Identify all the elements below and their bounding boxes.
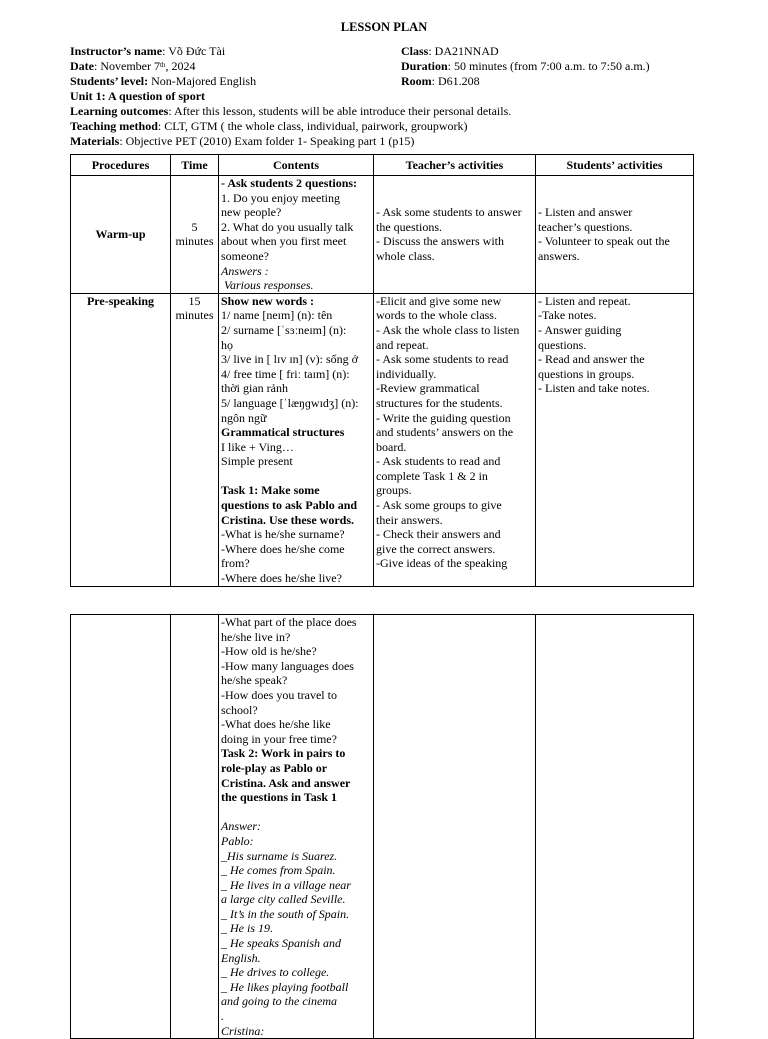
cell-line: I like + Ving…: [221, 439, 294, 454]
cell-line: Various responses.: [221, 278, 314, 293]
table-header-row: [71, 155, 694, 176]
unit-title: Unit 1: A question of sport: [70, 89, 206, 103]
date-suffix: th: [159, 61, 166, 69]
cell-line: answers.: [538, 248, 580, 263]
warmup-time-value: 5: [191, 219, 198, 234]
duration-value: : 50 minutes (from 7:00 a.m. to 7:50 a.m.): [447, 59, 650, 73]
cell-line: - Ask some students to answer: [376, 205, 522, 220]
instructor-value: : Võ Đức Tài: [162, 44, 226, 58]
cell-line: Task 1: Make some: [221, 483, 320, 498]
cell-line: whole class.: [376, 248, 435, 263]
room-value: : D61.208: [431, 74, 480, 88]
instructor-label: Instructor’s name: [70, 44, 163, 58]
instructor-line: [70, 44, 225, 59]
cell-line: the questions.: [376, 219, 442, 234]
cell-line: and repeat.: [376, 337, 429, 352]
cell-line: [221, 805, 371, 820]
prespeaking-students-activities: [536, 293, 694, 586]
method-label: Teaching method: [70, 119, 158, 133]
warmup-procedure: Warm-up: [71, 176, 171, 294]
materials-line: [70, 134, 414, 149]
materials-label: Materials: [70, 134, 120, 148]
cell-line: - Listen and answer: [538, 205, 633, 220]
class-line: [401, 44, 499, 59]
room-line: [401, 74, 480, 89]
cell-line: -Where does he/she come: [221, 541, 345, 556]
cell-line: the questions in Task 1: [221, 790, 338, 805]
cell-line: - Listen and repeat.: [538, 293, 631, 308]
warmup-students-activities: [536, 176, 694, 294]
cell-line: 3/ live in [ lɪv ɪn] (v): sống ở: [221, 352, 358, 367]
room-label: Room: [401, 74, 432, 88]
cell-line: .: [221, 1009, 224, 1024]
cell-line: - Ask the whole class to listen: [376, 322, 520, 337]
cell-line: -What does he/she like: [221, 717, 331, 732]
cell-line: -What is he/she surname?: [221, 527, 345, 542]
level-line: [70, 74, 256, 89]
cell-line: Cristina:: [221, 1023, 265, 1038]
warmup-time: [171, 176, 219, 294]
cell-line: - Ask some groups to give: [376, 498, 502, 513]
cell-line: Answer:: [221, 819, 261, 834]
continued-procedure: [71, 615, 171, 1039]
cell-line: - Discuss the answers with: [376, 234, 504, 249]
class-value: : DA21NNAD: [428, 44, 499, 58]
cell-line: words to the whole class.: [376, 308, 497, 323]
continued-contents: [219, 615, 374, 1039]
continued-time: [171, 615, 219, 1039]
cell-line: teacher’s questions.: [538, 219, 633, 234]
method-value: : CLT, GTM ( the whole class, individual, pairwork, groupwork): [157, 119, 468, 133]
header-procedures: Procedures: [71, 155, 171, 176]
cell-line: họ: [221, 337, 233, 352]
warmup-teacher-activities: [374, 176, 536, 294]
duration-line: [401, 59, 650, 74]
cell-line: complete Task 1 & 2 in: [376, 468, 488, 483]
cell-line: Grammatical structures: [221, 425, 345, 440]
warmup-time-unit: minutes: [175, 234, 214, 249]
continued-teacher-activities: [374, 615, 536, 1039]
cell-line: Task 2: Work in pairs to: [221, 746, 346, 761]
cell-line: and students’ answers on the: [376, 425, 514, 440]
level-label: Students’ level:: [70, 74, 149, 88]
prespeaking-teacher-activities: [374, 293, 536, 586]
cell-line: and going to the cinema: [221, 994, 337, 1009]
cell-line: _ He is 19.: [221, 921, 273, 936]
cell-line: from?: [221, 556, 250, 571]
cell-line: - Answer guiding: [538, 322, 622, 337]
cell-line: Cristina. Ask and answer: [221, 775, 351, 790]
cell-line: thời gian rảnh: [221, 381, 288, 396]
cell-line: - Ask students to read and: [376, 454, 501, 469]
cell-line: Simple present: [221, 454, 293, 469]
outcomes-value: : After this lesson, students will be able introduce their personal details.: [168, 104, 512, 118]
cell-line: [221, 469, 371, 484]
cell-line: doing in your free time?: [221, 731, 337, 746]
cell-line: give the correct answers.: [376, 541, 496, 556]
lesson-table-continued: [70, 614, 694, 1039]
cell-line: questions.: [538, 337, 587, 352]
cell-line: - Volunteer to speak out the: [538, 234, 670, 249]
cell-line: -Give ideas of the speaking: [376, 556, 508, 571]
cell-line: school?: [221, 702, 258, 717]
cell-line: _ He likes playing football: [221, 979, 349, 994]
header-students-activities: Students’ activities: [536, 155, 694, 176]
header-teacher-activities: Teacher’s activities: [374, 155, 536, 176]
cell-line: _ It’s in the south of Spain.: [221, 906, 350, 921]
cell-line: English.: [221, 950, 261, 965]
cell-line: questions to ask Pablo and: [221, 498, 358, 513]
cell-line: -Review grammatical: [376, 381, 480, 396]
cell-line: a large city called Seville.: [221, 892, 346, 907]
unit-line: [70, 89, 205, 104]
cell-line: 2. What do you usually talk: [221, 219, 354, 234]
outcomes-line: [70, 104, 511, 119]
cell-line: - Write the guiding question: [376, 410, 511, 425]
cell-line: -What part of the place does: [221, 615, 357, 629]
header-contents: Contents: [219, 155, 374, 176]
date-day: : November 7: [94, 59, 160, 73]
cell-line: Cristina. Use these words.: [221, 512, 354, 527]
cell-line: _ He speaks Spanish and: [221, 936, 341, 951]
prespeaking-procedure: Pre-speaking: [71, 293, 171, 586]
prespeaking-contents: [219, 293, 374, 586]
continued-row: [71, 615, 694, 1039]
cell-line: about when you first meet: [221, 234, 347, 249]
prespeaking-time-unit: minutes: [175, 308, 214, 323]
cell-line: -Where does he/she live?: [221, 571, 342, 586]
prespeaking-row: [71, 293, 694, 586]
cell-line: new people?: [221, 205, 282, 220]
cell-line: Pablo:: [221, 833, 254, 848]
cell-line: 4/ free time [ friː taɪm] (n):: [221, 366, 350, 381]
cell-line: he/she speak?: [221, 673, 288, 688]
cell-line: 1/ name [neɪm] (n): tên: [221, 308, 333, 323]
cell-line: Show new words :: [221, 293, 315, 308]
class-label: Class: [401, 44, 429, 58]
cell-line: ngôn ngữ: [221, 410, 267, 425]
outcomes-label: Learning outcomes: [70, 104, 169, 118]
date-line: [70, 59, 195, 74]
cell-line: 2/ surname [ˈsɜːneɪm] (n):: [221, 322, 347, 337]
date-label: Date: [70, 59, 94, 73]
cell-line: board.: [376, 439, 407, 454]
cell-line: 5/ language [ˈlæŋɡwɪdʒ] (n):: [221, 395, 359, 410]
warmup-contents: [219, 176, 374, 294]
cell-line: _ He lives in a village near: [221, 877, 351, 892]
cell-line: _His surname is Suarez.: [221, 848, 338, 863]
cell-line: he/she live in?: [221, 629, 291, 644]
cell-line: -How does you travel to: [221, 687, 337, 702]
cell-line: - Read and answer the: [538, 352, 645, 367]
cell-line: 1. Do you enjoy meeting: [221, 190, 340, 205]
cell-line: -Elicit and give some new: [376, 293, 502, 308]
duration-label: Duration: [401, 59, 448, 73]
cell-line: Answers :: [221, 263, 269, 278]
method-line: [70, 119, 468, 134]
cell-line: structures for the students.: [376, 395, 503, 410]
warmup-row: [71, 176, 694, 294]
cell-line: questions in groups.: [538, 366, 635, 381]
continued-students-activities: [536, 615, 694, 1039]
document-title: LESSON PLAN: [340, 20, 428, 34]
cell-line: individually.: [376, 366, 437, 381]
date-year: , 2024: [165, 59, 196, 73]
cell-line: role-play as Pablo or: [221, 760, 328, 775]
cell-line: someone?: [221, 248, 269, 263]
cell-line: - Check their answers and: [376, 527, 501, 542]
cell-line: - Ask students 2 questions:: [221, 176, 358, 190]
prespeaking-time-value: 15: [188, 293, 201, 308]
cell-line: -Take notes.: [538, 308, 597, 323]
prespeaking-time: [171, 293, 219, 586]
header-time: Time: [171, 155, 219, 176]
cell-line: _ He drives to college.: [221, 965, 330, 980]
cell-line: - Listen and take notes.: [538, 381, 650, 396]
cell-line: -How many languages does: [221, 658, 354, 673]
cell-line: - Ask some students to read: [376, 352, 509, 367]
cell-line: groups.: [376, 483, 412, 498]
materials-value: : Objective PET (2010) Exam folder 1- Speaking part 1 (p15): [119, 134, 415, 148]
cell-line: _ He comes from Spain.: [221, 863, 336, 878]
cell-line: their answers.: [376, 512, 443, 527]
lesson-table: [70, 154, 694, 587]
level-value: Non-Majored English: [148, 74, 257, 88]
cell-line: -How old is he/she?: [221, 644, 317, 659]
